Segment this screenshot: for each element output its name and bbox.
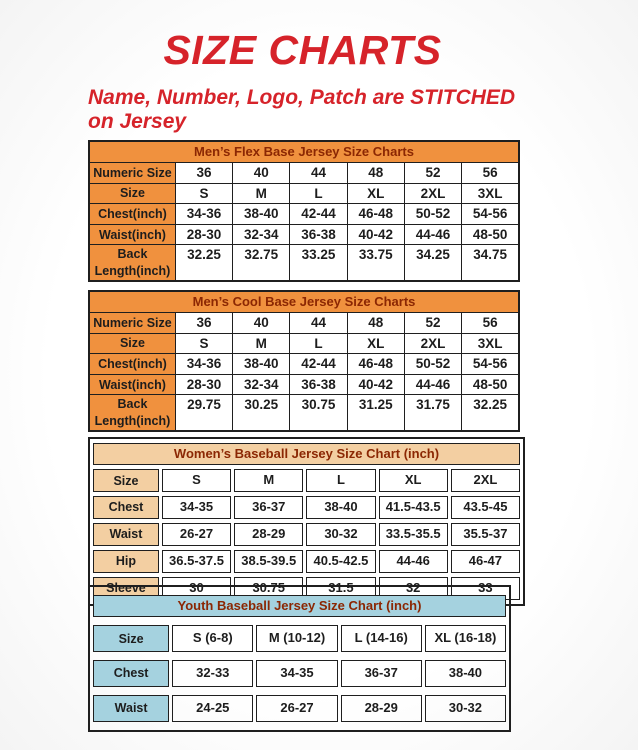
size-cell: 48: [347, 313, 404, 334]
size-cell: 40.5-42.5: [306, 550, 375, 573]
size-cell: 50-52: [404, 354, 461, 375]
size-cell: 40: [233, 313, 290, 334]
row-label: Back Length(inch): [89, 245, 175, 281]
size-cell: 28-29: [234, 523, 303, 546]
table-row: [93, 660, 506, 687]
size-cell: 32.25: [175, 245, 232, 281]
size-cell: 34-35: [256, 660, 337, 687]
size-cell: 44-46: [404, 374, 461, 395]
size-cell: L: [306, 469, 375, 492]
row-label: Waist(inch): [89, 374, 175, 395]
size-cell: 2XL: [404, 333, 461, 354]
size-cell: 28-30: [175, 224, 232, 245]
size-cell: 40-42: [347, 374, 404, 395]
size-cell: 38-40: [233, 354, 290, 375]
size-cell: 36.5-37.5: [162, 550, 231, 573]
size-cell: 31.25: [347, 395, 404, 431]
row-label: Numeric Size: [89, 163, 175, 184]
size-cell: L: [290, 333, 347, 354]
row-label: Numeric Size: [89, 313, 175, 334]
page-subtitle: Name, Number, Logo, Patch are STITCHED on Jersey: [88, 86, 516, 133]
page-title: SIZE CHARTS: [163, 27, 442, 73]
table-row: [89, 395, 519, 431]
row-label: Size: [89, 183, 175, 204]
size-cell: 44-46: [379, 550, 448, 573]
mens-flex-base-title: Men’s Flex Base Jersey Size Charts: [89, 141, 519, 163]
row-label: Size: [89, 333, 175, 354]
size-cell: 44-46: [404, 224, 461, 245]
size-cell: 26-27: [256, 695, 337, 722]
table-row: [89, 313, 519, 334]
size-cell: M (10-12): [256, 625, 337, 652]
size-cell: 33.75: [347, 245, 404, 281]
size-cell: 44: [290, 163, 347, 184]
table-row: [89, 204, 519, 225]
size-cell: 28-29: [341, 695, 422, 722]
size-cell: 33: [451, 577, 520, 600]
size-cell: 38-40: [233, 204, 290, 225]
size-cell: 54-56: [462, 354, 519, 375]
row-label: Chest(inch): [89, 354, 175, 375]
table-row: [89, 224, 519, 245]
size-cell: 29.75: [175, 395, 232, 431]
size-cell: 34.75: [462, 245, 519, 281]
size-cell: 56: [462, 313, 519, 334]
size-chart-table: [88, 290, 520, 432]
table-row: [89, 245, 519, 281]
size-chart-mens-flex-base: [88, 140, 520, 282]
size-cell: 26-27: [162, 523, 231, 546]
size-cell: 32-33: [172, 660, 253, 687]
size-cell: S (6-8): [172, 625, 253, 652]
table-row: [89, 354, 519, 375]
table-row: [93, 625, 506, 652]
row-label: Sleeve: [93, 577, 159, 600]
size-cell: S: [175, 333, 232, 354]
size-cell: 31.75: [404, 395, 461, 431]
size-cell: 34-36: [175, 204, 232, 225]
size-cell: 36: [175, 163, 232, 184]
size-cell: 46-47: [451, 550, 520, 573]
womens-baseball-title: Women’s Baseball Jersey Size Chart (inch): [93, 443, 520, 465]
size-cell: 32-34: [233, 224, 290, 245]
size-cell: 40: [233, 163, 290, 184]
row-label: Chest(inch): [89, 204, 175, 225]
table-row: [93, 469, 520, 492]
size-cell: M: [233, 333, 290, 354]
size-cell: 30.75: [290, 395, 347, 431]
size-cell: 33.25: [290, 245, 347, 281]
size-cell: 54-56: [462, 204, 519, 225]
size-cell: 36-37: [341, 660, 422, 687]
size-cell: XL: [379, 469, 448, 492]
size-cell: 30: [162, 577, 231, 600]
size-cell: 32: [379, 577, 448, 600]
size-cell: 50-52: [404, 204, 461, 225]
size-cell: 36-38: [290, 374, 347, 395]
size-cell: 38-40: [306, 496, 375, 519]
size-cell: 31.5: [306, 577, 375, 600]
table-row: [93, 550, 520, 573]
size-cell: 32-34: [233, 374, 290, 395]
size-cell: 36-37: [234, 496, 303, 519]
row-label: Waist: [93, 695, 169, 722]
size-chart-table: [88, 140, 520, 282]
size-chart-womens-baseball: [88, 437, 525, 606]
size-cell: 32.25: [462, 395, 519, 431]
size-cell: M: [234, 469, 303, 492]
table-row: [89, 374, 519, 395]
size-cell: 30.75: [234, 577, 303, 600]
size-cell: 44: [290, 313, 347, 334]
size-cell: 46-48: [347, 354, 404, 375]
row-label: Hip: [93, 550, 159, 573]
row-label: Waist: [93, 523, 159, 546]
youth-baseball-title: Youth Baseball Jersey Size Chart (inch): [93, 595, 506, 617]
size-cell: S: [162, 469, 231, 492]
size-cell: 56: [462, 163, 519, 184]
table-row: [89, 163, 519, 184]
size-cell: 38.5-39.5: [234, 550, 303, 573]
size-cell: 48-50: [462, 224, 519, 245]
row-label: Waist(inch): [89, 224, 175, 245]
size-cell: 35.5-37: [451, 523, 520, 546]
size-cell: 30.25: [233, 395, 290, 431]
row-label: Size: [93, 469, 159, 492]
table-row: [89, 333, 519, 354]
size-cell: 2XL: [451, 469, 520, 492]
row-label: Chest: [93, 496, 159, 519]
size-cell: 36-38: [290, 224, 347, 245]
size-cell: 42-44: [290, 354, 347, 375]
size-cell: 28-30: [175, 374, 232, 395]
size-cell: 38-40: [425, 660, 506, 687]
size-cell: XL: [347, 183, 404, 204]
size-chart-table: [88, 585, 511, 732]
size-cell: 2XL: [404, 183, 461, 204]
size-cell: L: [290, 183, 347, 204]
mens-cool-base-title: Men’s Cool Base Jersey Size Charts: [89, 291, 519, 313]
size-chart-mens-cool-base: [88, 290, 520, 432]
size-cell: 34-36: [175, 354, 232, 375]
table-row: [93, 523, 520, 546]
size-cell: XL: [347, 333, 404, 354]
size-chart-youth-baseball: [88, 585, 511, 732]
size-cell: 24-25: [172, 695, 253, 722]
size-cell: 48-50: [462, 374, 519, 395]
size-cell: 43.5-45: [451, 496, 520, 519]
size-cell: 3XL: [462, 333, 519, 354]
size-cell: 48: [347, 163, 404, 184]
size-cell: 40-42: [347, 224, 404, 245]
table-row: [89, 183, 519, 204]
size-cell: XL (16-18): [425, 625, 506, 652]
size-cell: 46-48: [347, 204, 404, 225]
size-cell: 32.75: [233, 245, 290, 281]
row-label: Back Length(inch): [89, 395, 175, 431]
size-cell: 34.25: [404, 245, 461, 281]
table-row: [93, 496, 520, 519]
row-label: Chest: [93, 660, 169, 687]
size-cell: 52: [404, 163, 461, 184]
size-cell: M: [233, 183, 290, 204]
size-cell: 41.5-43.5: [379, 496, 448, 519]
size-cell: 33.5-35.5: [379, 523, 448, 546]
size-cell: L (14-16): [341, 625, 422, 652]
size-cell: 34-35: [162, 496, 231, 519]
size-cell: S: [175, 183, 232, 204]
size-cell: 30-32: [306, 523, 375, 546]
size-chart-table: [88, 437, 525, 606]
size-cell: 3XL: [462, 183, 519, 204]
size-cell: 42-44: [290, 204, 347, 225]
table-row: [93, 695, 506, 722]
row-label: Size: [93, 625, 169, 652]
size-cell: 30-32: [425, 695, 506, 722]
size-cell: 36: [175, 313, 232, 334]
size-cell: 52: [404, 313, 461, 334]
